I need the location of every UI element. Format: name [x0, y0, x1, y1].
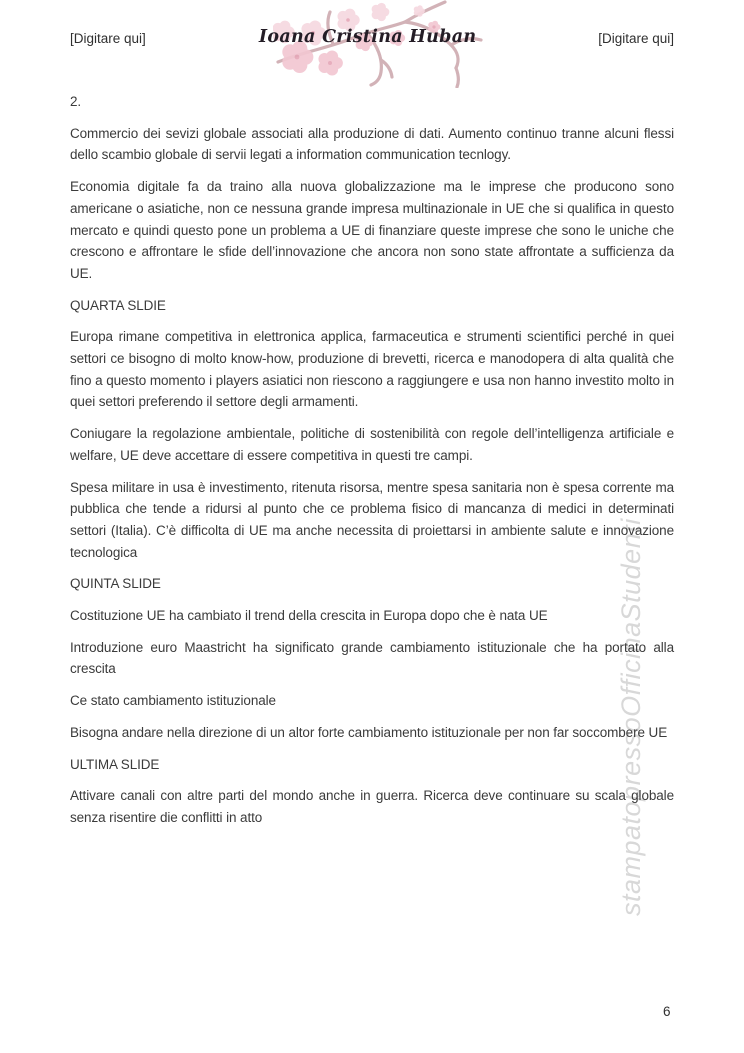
document-body: [70, 91, 674, 839]
paragraph: 2.: [70, 94, 82, 109]
paragraph: Bisogna andare nella direzione di un altor forte cambiamento istituzionale per non far soccombere UE: [70, 724, 668, 740]
paragraph: Ce stato cambiamento istituzionale: [70, 693, 276, 709]
section-heading: ULTIMA SLIDE: [70, 756, 160, 772]
header-left-placeholder[interactable]: [Digitare qui]: [70, 31, 146, 46]
paragraph: Commercio dei sevizi globale associati alla produzione di dati. Aumento continuo tranne alcuni flessi dello scambio globale di servii legati a information communication tecnlogy.: [70, 125, 674, 163]
paragraph: Economia digitale fa da traino alla nuova globalizzazione ma le imprese che producono sono americane o asiatiche, non ce nessuna grande impresa multinazionale in UE che si qualifica in questo mercato e quindi questo pone un problema a UE di finanziare queste imprese che sono le uniche che crescono e affrontare le sfide dell’innovazione che ancora non sono state affrontate a sufficienza da UE.: [70, 179, 674, 281]
paragraph: Costituzione UE ha cambiato il trend della crescita in Europa dopo che è nata UE: [70, 608, 548, 624]
page-number: 6: [663, 1004, 671, 1019]
paragraph: Introduzione euro Maastricht ha significato grande cambiamento istituzionale che ha portato alla crescita: [70, 639, 674, 677]
paragraph: Attivare canali con altre parti del mondo anche in guerra. Ricerca deve continuare su scala globale senza risentire die conflitti in atto: [70, 788, 674, 825]
header-right-placeholder[interactable]: [Digitare qui]: [598, 31, 674, 46]
paragraph: Europa rimane competitiva in elettronica applica, farmaceutica e strumenti scientifici perché in quei settori ce bisogno di molto know-how, produzione di brevetti, ricerca e manodopera di alta qualità che fino a questo momento i players asiatici non riescono a raggiungere e usa non hanno investito molto in quei settori preferendo il settore degli armamenti.: [70, 329, 674, 410]
author-name: Ioana Cristina Huban: [258, 27, 477, 47]
watermark-text: stampatopressoOfficinaStudenti: [616, 518, 646, 916]
paragraph: Spesa militare in usa è investimento, ritenuta risorsa, mentre spesa sanitaria non è spesa corrente ma pubblica che tende a ridursi al punto che ce problema fisico di mancanza di medici in determinati settori (Italia). C’è difficolta di UE ma anche necessita di proiettarsi in ambiente salute e innovazione tecnologica: [70, 479, 674, 560]
paragraph: Coniugare la regolazione ambientale, politiche di sostenibilità con regole dell’intelligenza artificiale e welfare, UE deve accettare di essere competitiva in questi tre campi.: [70, 426, 674, 463]
section-heading: QUINTA SLIDE: [70, 576, 161, 592]
section-heading: QUARTA SLDIE: [70, 297, 166, 313]
